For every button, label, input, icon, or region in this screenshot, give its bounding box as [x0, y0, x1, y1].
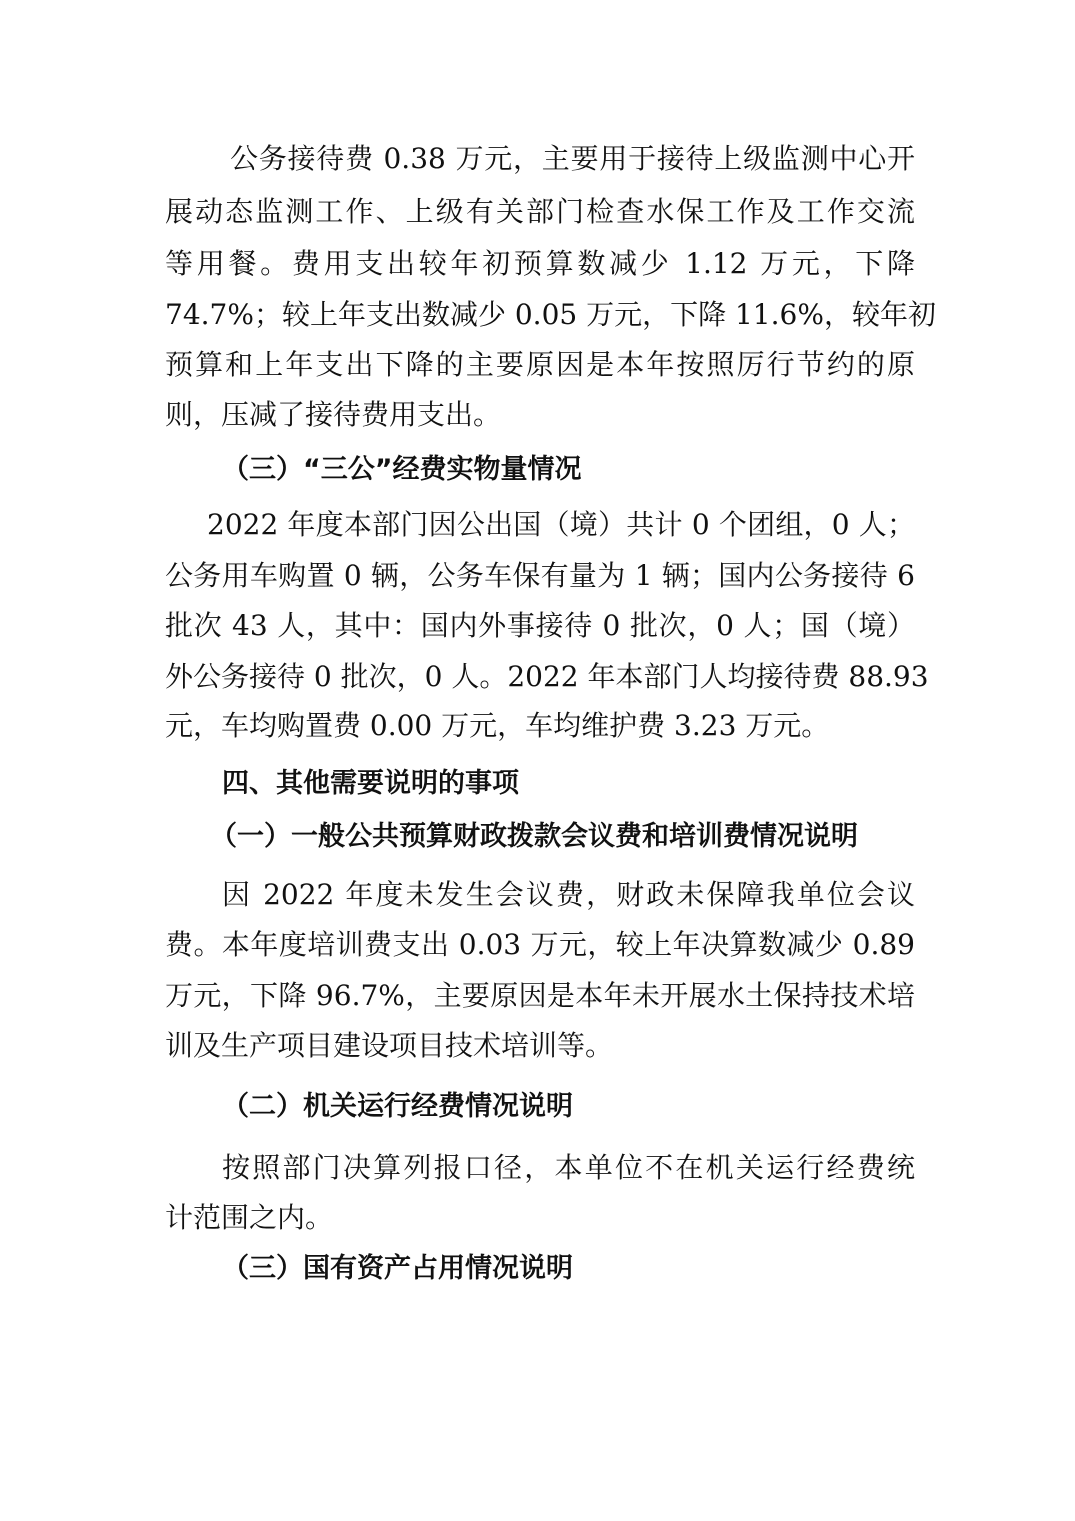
text-line: 则，压减了接待费用支出。 [165, 398, 502, 431]
heading-section-four: 四、其他需要说明的事项 [222, 768, 519, 799]
text-line: 74.7%；较上年支出数减少 0.05 万元，下降 11.6%，较年初 [165, 298, 936, 331]
heading-meeting-training: （一）一般公共预算财政拨款会议费和培训费情况说明 [210, 821, 858, 852]
text-line: 因 2022 年度未发生会议费，财政未保障我单位会议 [222, 878, 915, 911]
text-line: 公务接待费 0.38 万元，主要用于接待上级监测中心开 [230, 142, 915, 175]
text-line: 按照部门决算列报口径，本单位不在机关运行经费统 [222, 1151, 915, 1184]
text-line: 外公务接待 0 批次，0 人。2022 年本部门人均接待费 88.93 [165, 660, 929, 693]
heading-physical-quantity: （三）“三公”经费实物量情况 [222, 454, 582, 485]
text-line: 元，车均购置费 0.00 万元，车均维护费 3.23 万元。 [165, 709, 830, 742]
text-line: 万元，下降 96.7%，主要原因是本年未开展水土保持技术培 [165, 979, 915, 1012]
heading-operation-expense: （二）机关运行经费情况说明 [222, 1091, 573, 1122]
heading-state-assets: （三）国有资产占用情况说明 [222, 1253, 573, 1284]
text-line: 展动态监测工作、上级有关部门检查水保工作及工作交流 [165, 195, 915, 228]
text-line: 公务用车购置 0 辆，公务车保有量为 1 辆；国内公务接待 6 [165, 559, 915, 592]
text-line: 批次 43 人，其中：国内外事接待 0 批次，0 人；国（境） [165, 609, 915, 642]
text-line: 预算和上年支出下降的主要原因是本年按照厉行节约的原 [165, 348, 915, 381]
text-line: 2022 年度本部门因公出国（境）共计 0 个团组，0 人； [207, 508, 915, 541]
text-line: 等用餐。费用支出较年初预算数减少 1.12 万元，下降 [165, 247, 915, 280]
text-line: 计范围之内。 [165, 1201, 334, 1234]
text-line: 训及生产项目建设项目技术培训等。 [165, 1029, 614, 1062]
text-line: 费。本年度培训费支出 0.03 万元，较上年决算数减少 0.89 [165, 928, 915, 961]
